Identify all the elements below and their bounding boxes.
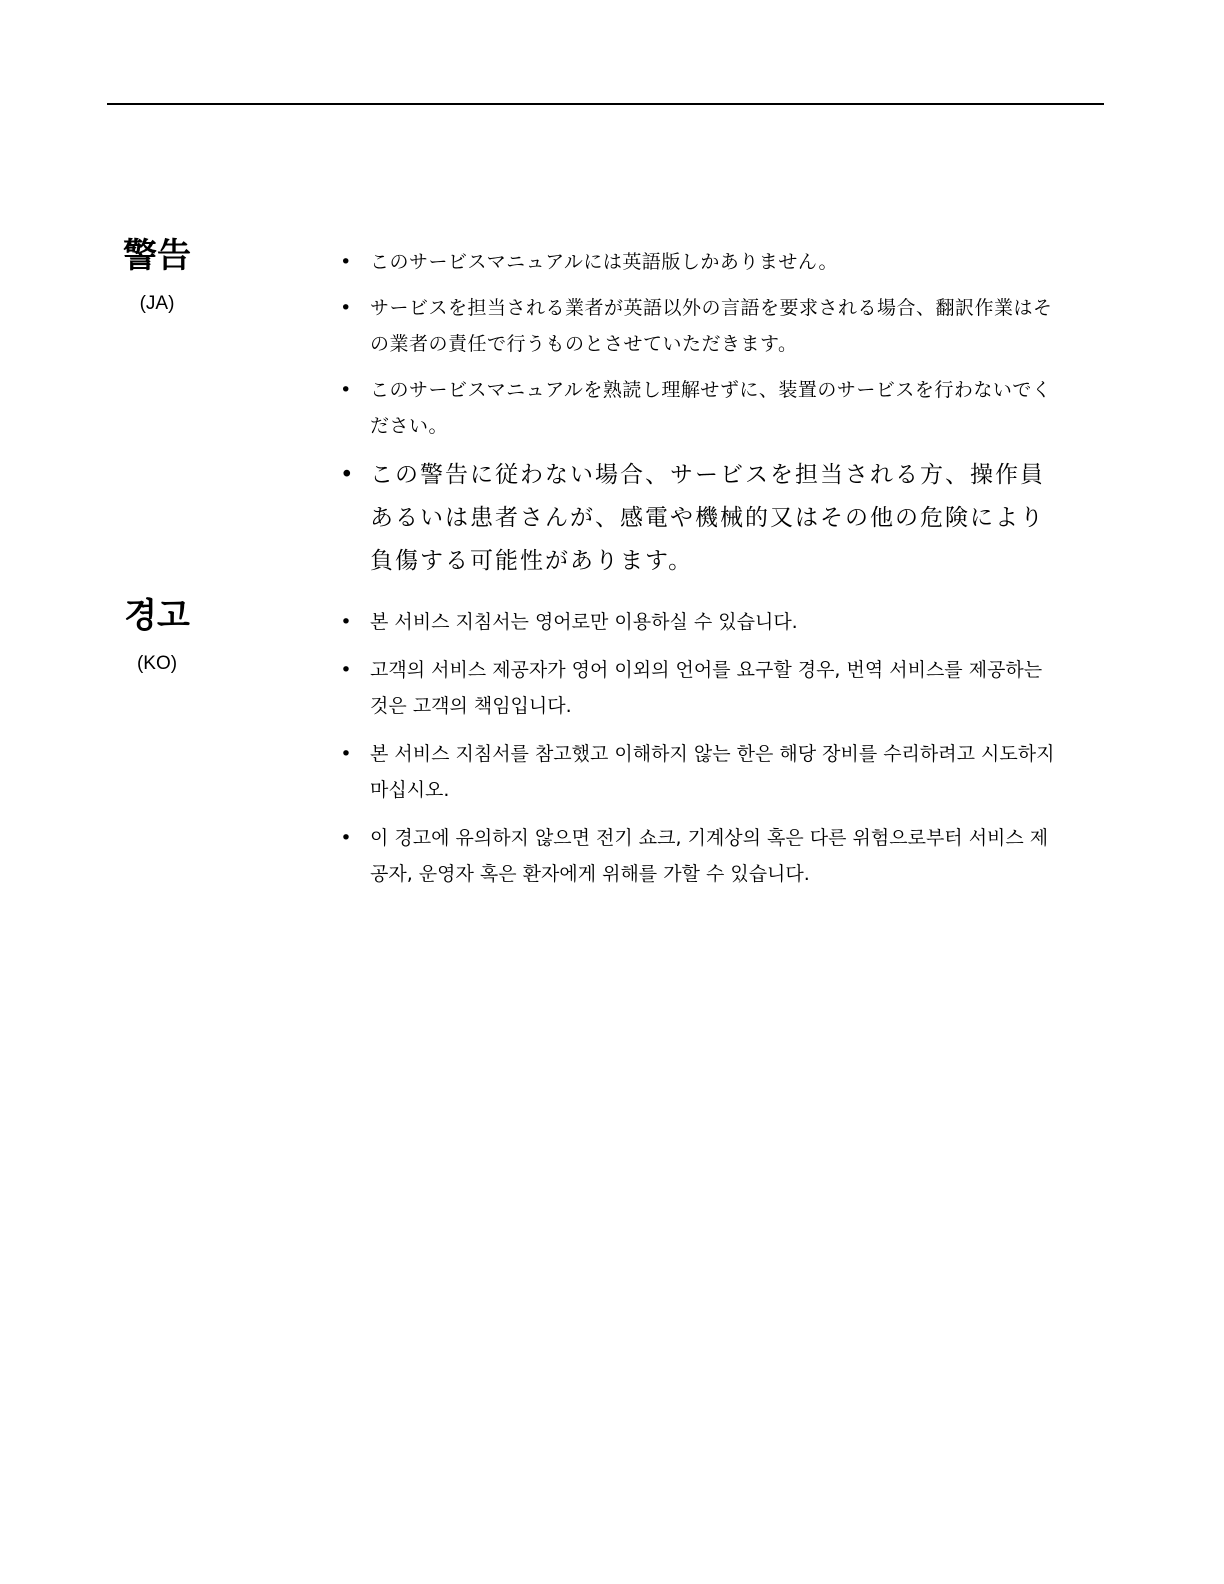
bullet-icon: • — [340, 251, 352, 273]
list-item — [340, 290, 1060, 362]
list-item — [340, 454, 1060, 583]
bullet-icon: • — [340, 827, 352, 849]
list-item — [340, 604, 1060, 640]
bullet-icon: • — [340, 379, 352, 401]
language-code: (JA) — [139, 293, 175, 314]
item-text: 본 서비스 지침서는 영어로만 이용하실 수 있습니다. — [370, 611, 798, 633]
list-item — [340, 652, 1060, 724]
item-text: このサービスマニュアルには英語版しかありません。 — [370, 251, 839, 273]
item-text: サービスを担当される業者が英語以外の言語を要求される場合、翻訳作業はその業者の責任で行うものとさせていただきます。 — [370, 297, 1053, 355]
item-text: 고객의 서비스 제공자가 영어 이외의 언어를 요구할 경우, 번역 서비스를 제공하는 것은 고객의 책임입니다. — [370, 659, 1043, 717]
list-item — [340, 244, 1060, 280]
bullet-icon: • — [340, 743, 352, 765]
item-text: この警告に従わない場合、サービスを担当される方、操作員あるいは患者さんが、感電や機械的又はその他の危険により負傷する可能性があります。 — [370, 462, 1045, 574]
language-code: (KO) — [136, 653, 178, 674]
item-text: 이 경고에 유의하지 않으면 전기 쇼크, 기계상의 혹은 다른 위험으로부터 서비스 제공자, 운영자 혹은 환자에게 위해를 가할 수 있습니다. — [370, 827, 1049, 885]
list-item — [340, 736, 1060, 808]
warning-heading: 警告 — [123, 236, 191, 276]
item-text: このサービスマニュアルを熟読し理解せずに、装置のサービスを行わないでください。 — [370, 379, 1052, 437]
list-item — [340, 820, 1060, 892]
bullet-icon: • — [340, 659, 352, 681]
bullet-icon: • — [340, 297, 352, 319]
list-item — [340, 372, 1060, 444]
warning-heading: 경고 — [124, 596, 190, 636]
top-rule — [107, 103, 1104, 105]
warning-list — [340, 244, 1060, 593]
bullet-icon: • — [340, 462, 356, 488]
warning-list — [340, 604, 1060, 904]
bullet-icon: • — [340, 611, 352, 633]
item-text: 본 서비스 지침서를 참고했고 이해하지 않는 한은 해당 장비를 수리하려고 시도하지 마십시오. — [370, 743, 1055, 801]
